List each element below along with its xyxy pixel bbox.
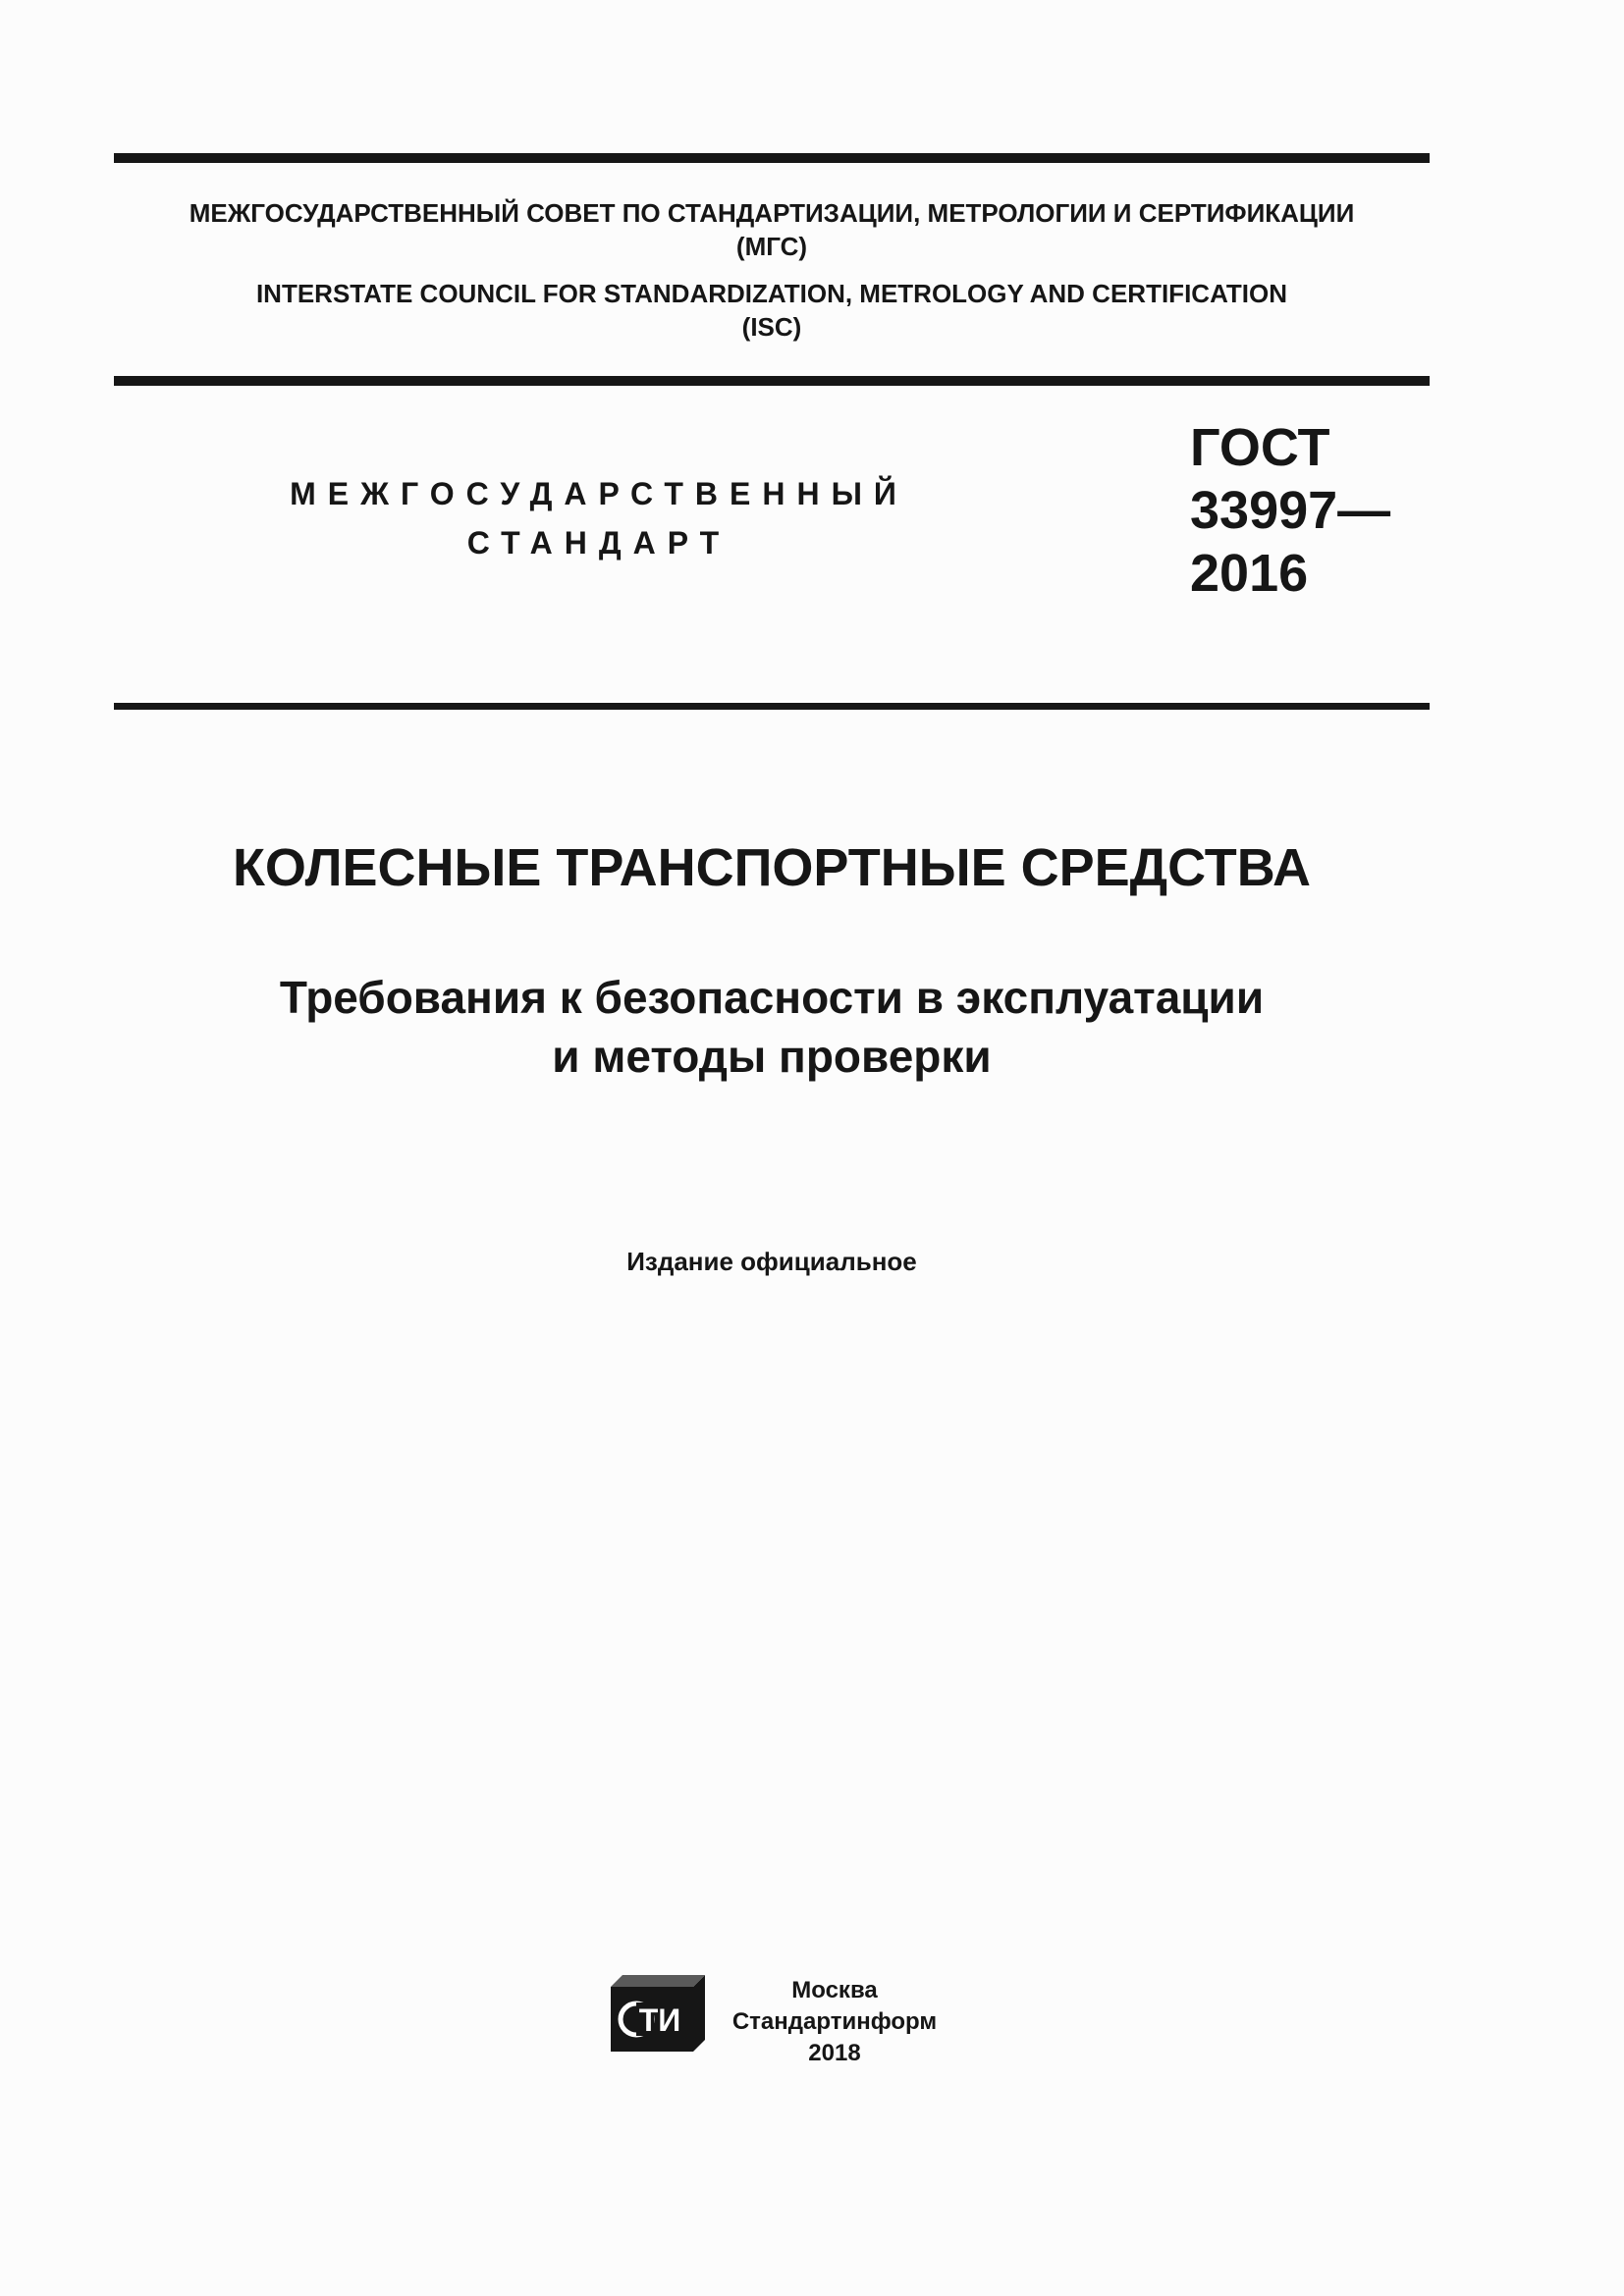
standard-code-line3: 2016 [1190, 544, 1309, 603]
svg-text:ТИ: ТИ [638, 2002, 681, 2038]
document-title: КОЛЕСНЫЕ ТРАНСПОРТНЫЕ СРЕДСТВА [232, 838, 1312, 897]
top-rule [114, 153, 1430, 163]
council-name-en: INTERSTATE COUNCIL FOR STANDARDIZATION, METROLOGY AND CERTIFICATION [255, 279, 1288, 308]
standartinform-logo-icon [609, 1973, 707, 2056]
publisher-name: Стандартинформ [731, 2008, 938, 2035]
council-abbr-ru: (МГС) [735, 232, 808, 261]
standard-kind-line1: МЕЖГОСУДАРСТВЕННЫЙ [290, 476, 908, 511]
council-abbr-en: (ISC) [741, 312, 802, 342]
document-subtitle [114, 968, 1430, 1086]
council-header [114, 196, 1430, 344]
standard-code [1190, 416, 1416, 605]
edition-label: Издание официальное [626, 1247, 917, 1276]
council-name-ru: МЕЖГОСУДАРСТВЕННЫЙ СОВЕТ ПО СТАНДАРТИЗАЦИИ, МЕТРОЛОГИИ И СЕРТИФИКАЦИИ [189, 198, 1355, 228]
document-subtitle-line2: и методы проверки [552, 1031, 992, 1082]
publisher-imprint [707, 1975, 962, 2069]
bottom-rule [114, 703, 1430, 710]
standard-code-line2: 33997— [1190, 481, 1391, 540]
standard-kind-line2: СТАНДАРТ [466, 525, 731, 561]
standard-kind [196, 469, 1001, 567]
publisher-year: 2018 [808, 2040, 861, 2066]
publisher-city: Москва [791, 1977, 878, 2003]
standard-code-line1: ГОСТ [1190, 418, 1330, 477]
document-subtitle-line1: Требования к безопасности в эксплуатации [279, 972, 1265, 1023]
middle-rule [114, 376, 1430, 386]
